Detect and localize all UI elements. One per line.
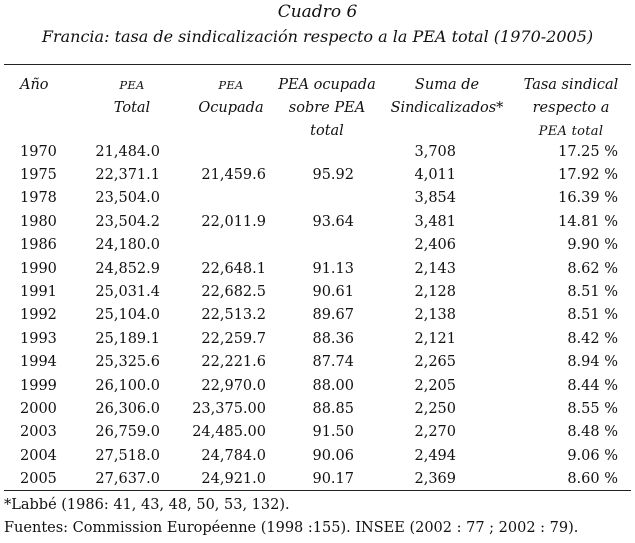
header-suma-line2: Sindicalizados* (390, 100, 504, 116)
pea-ocupada-cell: 22,648.1 (201, 260, 266, 277)
table-row (4, 163, 618, 186)
pea-ocupada-ratio-cell (266, 187, 354, 210)
pea-total-cell: 26,100.0 (95, 377, 160, 394)
pea-ocupada-ratio-cell: 91.13 (312, 260, 354, 277)
header-pea-total-line1: PEA (119, 78, 145, 92)
sindicalizados-cell: 3,854 (414, 190, 456, 207)
table-title: Cuadro 6 (277, 2, 358, 22)
sindicalizados-cell: 2,270 (414, 424, 456, 441)
table-row (4, 304, 618, 327)
tasa-sindical-cell: 8.42 % (567, 330, 618, 347)
tasa-sindical-cell: 8.51 % (567, 284, 618, 301)
pea-total-cell: 21,484.0 (95, 143, 160, 160)
header-suma-sindicalizados (384, 74, 510, 120)
pea-ocupada-cell: 24,485.00 (192, 424, 266, 441)
pea-ocupada-cell: 24,784.0 (201, 447, 266, 464)
pea-total-cell: 24,180.0 (95, 237, 160, 254)
pea-ocupada-ratio-cell: 88.00 (312, 377, 354, 394)
pea-total-cell: 25,189.1 (95, 330, 160, 347)
year-cell: 1999 (20, 377, 57, 394)
header-pea-ocupada-sobre-total (276, 74, 378, 143)
header-tasa-line3: PEA total (538, 124, 604, 139)
sindicalizados-cell: 3,708 (414, 143, 456, 160)
table-row (4, 187, 618, 210)
table-row (4, 280, 618, 303)
header-suma-line1: Suma de (414, 77, 480, 93)
year-cell: 2000 (20, 400, 57, 417)
pea-ocupada-cell: 24,921.0 (201, 471, 266, 488)
table-row (4, 467, 618, 490)
pea-ocupada-ratio-cell: 95.92 (312, 167, 354, 184)
table-row (4, 444, 618, 467)
header-pea-ocupada-line1: PEA (218, 78, 244, 92)
tasa-sindical-cell: 8.51 % (567, 307, 618, 324)
pea-total-cell: 27,518.0 (95, 447, 160, 464)
sindicalizados-cell: 2,138 (414, 307, 456, 324)
table-row (4, 397, 618, 420)
table-row (4, 374, 618, 397)
tasa-sindical-cell: 8.55 % (567, 400, 618, 417)
year-cell: 1970 (20, 143, 57, 160)
header-tasa-sindical (516, 74, 626, 143)
sindicalizados-cell: 2,205 (414, 377, 456, 394)
year-cell: 1993 (20, 330, 57, 347)
header-pea-ocupada-line2: Ocupada (198, 100, 264, 116)
data-table (4, 140, 618, 491)
sindicalizados-cell: 3,481 (414, 213, 456, 230)
tasa-sindical-cell: 9.90 % (567, 237, 618, 254)
pea-ocupada-cell: 22,221.6 (201, 354, 266, 371)
header-pea-ocupada-sobre-line2: sobre PEA (288, 100, 366, 116)
tasa-sindical-cell: 8.62 % (567, 260, 618, 277)
pea-ocupada-ratio-cell: 90.17 (312, 471, 354, 488)
header-year (8, 74, 80, 97)
year-cell: 1978 (20, 190, 57, 207)
pea-total-cell: 25,325.6 (95, 354, 160, 371)
sindicalizados-cell: 4,011 (414, 167, 456, 184)
year-cell: 2005 (20, 471, 57, 488)
pea-ocupada-cell: 23,375.00 (192, 400, 266, 417)
table-row (4, 421, 618, 444)
pea-ocupada-ratio-cell: 91.50 (312, 424, 354, 441)
pea-ocupada-ratio-cell (266, 140, 354, 163)
tasa-sindical-cell: 17.25 % (558, 143, 618, 160)
table-row (4, 210, 618, 233)
tasa-sindical-cell: 14.81 % (558, 213, 618, 230)
sindicalizados-cell: 2,406 (414, 237, 456, 254)
source-note: Fuentes: Commission Européenne (1998 :155). INSEE (2002 : 77 ; 2002 : 79). (4, 520, 579, 536)
header-tasa-line2: respecto a (532, 100, 610, 116)
pea-ocupada-ratio-cell: 88.36 (312, 330, 354, 347)
year-cell: 1986 (20, 237, 57, 254)
pea-ocupada-cell (160, 187, 266, 210)
pea-total-cell: 26,306.0 (95, 400, 160, 417)
pea-ocupada-cell: 22,970.0 (201, 377, 266, 394)
tasa-sindical-cell: 8.44 % (567, 377, 618, 394)
tasa-sindical-cell: 8.48 % (567, 424, 618, 441)
pea-ocupada-ratio-cell: 89.67 (312, 307, 354, 324)
year-cell: 1994 (20, 354, 57, 371)
header-pea-ocupada-sobre-line3: total (310, 123, 344, 139)
sindicalizados-cell: 2,128 (414, 284, 456, 301)
tasa-sindical-cell: 8.94 % (567, 354, 618, 371)
header-year-line: Año (20, 77, 49, 93)
tasa-sindical-cell: 8.60 % (567, 471, 618, 488)
tasa-sindical-cell: 17.92 % (558, 167, 618, 184)
year-cell: 1990 (20, 260, 57, 277)
pea-total-cell: 25,031.4 (95, 284, 160, 301)
header-pea-ocupada-sobre-line1: PEA ocupada (278, 77, 376, 93)
sindicalizados-cell: 2,494 (414, 447, 456, 464)
pea-ocupada-ratio-cell (266, 234, 354, 257)
top-rule (4, 64, 631, 65)
pea-total-cell: 26,759.0 (95, 424, 160, 441)
header-pea-total (92, 74, 172, 120)
pea-total-cell: 23,504.0 (95, 190, 160, 207)
sindicalizados-cell: 2,369 (414, 471, 456, 488)
sindicalizados-cell: 2,250 (414, 400, 456, 417)
data-table-body (4, 140, 618, 491)
pea-total-cell: 25,104.0 (95, 307, 160, 324)
table-row (4, 327, 618, 350)
pea-ocupada-cell (160, 140, 266, 163)
footnote: *Labbé (1986: 41, 43, 48, 50, 53, 132). (4, 497, 290, 513)
header-pea-ocupada (186, 74, 276, 120)
table-subtitle: Francia: tasa de sindicalización respecto a la PEA total (1970-2005) (41, 27, 594, 46)
sindicalizados-cell: 2,265 (414, 354, 456, 371)
tasa-sindical-cell: 16.39 % (558, 190, 618, 207)
pea-total-cell: 27,637.0 (95, 471, 160, 488)
table-row (4, 140, 618, 163)
pea-ocupada-ratio-cell: 90.61 (312, 284, 354, 301)
sindicalizados-cell: 2,143 (414, 260, 456, 277)
pea-ocupada-cell (160, 234, 266, 257)
table-row (4, 234, 618, 257)
pea-ocupada-cell: 21,459.6 (201, 167, 266, 184)
header-pea-total-line2: Total (113, 100, 151, 116)
pea-ocupada-ratio-cell: 87.74 (312, 354, 354, 371)
year-cell: 2003 (20, 424, 57, 441)
pea-ocupada-ratio-cell: 93.64 (312, 213, 354, 230)
year-cell: 2004 (20, 447, 57, 464)
pea-total-cell: 23,504.2 (95, 213, 160, 230)
header-tasa-line1: Tasa sindical (523, 77, 619, 93)
pea-ocupada-cell: 22,513.2 (201, 307, 266, 324)
year-cell: 1991 (20, 284, 57, 301)
pea-ocupada-cell: 22,682.5 (201, 284, 266, 301)
pea-ocupada-ratio-cell: 88.85 (312, 400, 354, 417)
pea-ocupada-ratio-cell: 90.06 (312, 447, 354, 464)
sindicalizados-cell: 2,121 (414, 330, 456, 347)
pea-total-cell: 22,371.1 (95, 167, 160, 184)
year-cell: 1975 (20, 167, 57, 184)
pea-ocupada-cell: 22,011.9 (201, 213, 266, 230)
pea-total-cell: 24,852.9 (95, 260, 160, 277)
year-cell: 1980 (20, 213, 57, 230)
table-row (4, 257, 618, 280)
tasa-sindical-cell: 9.06 % (567, 447, 618, 464)
pea-ocupada-cell: 22,259.7 (201, 330, 266, 347)
bottom-rule (4, 490, 631, 491)
table-row (4, 351, 618, 374)
year-cell: 1992 (20, 307, 57, 324)
